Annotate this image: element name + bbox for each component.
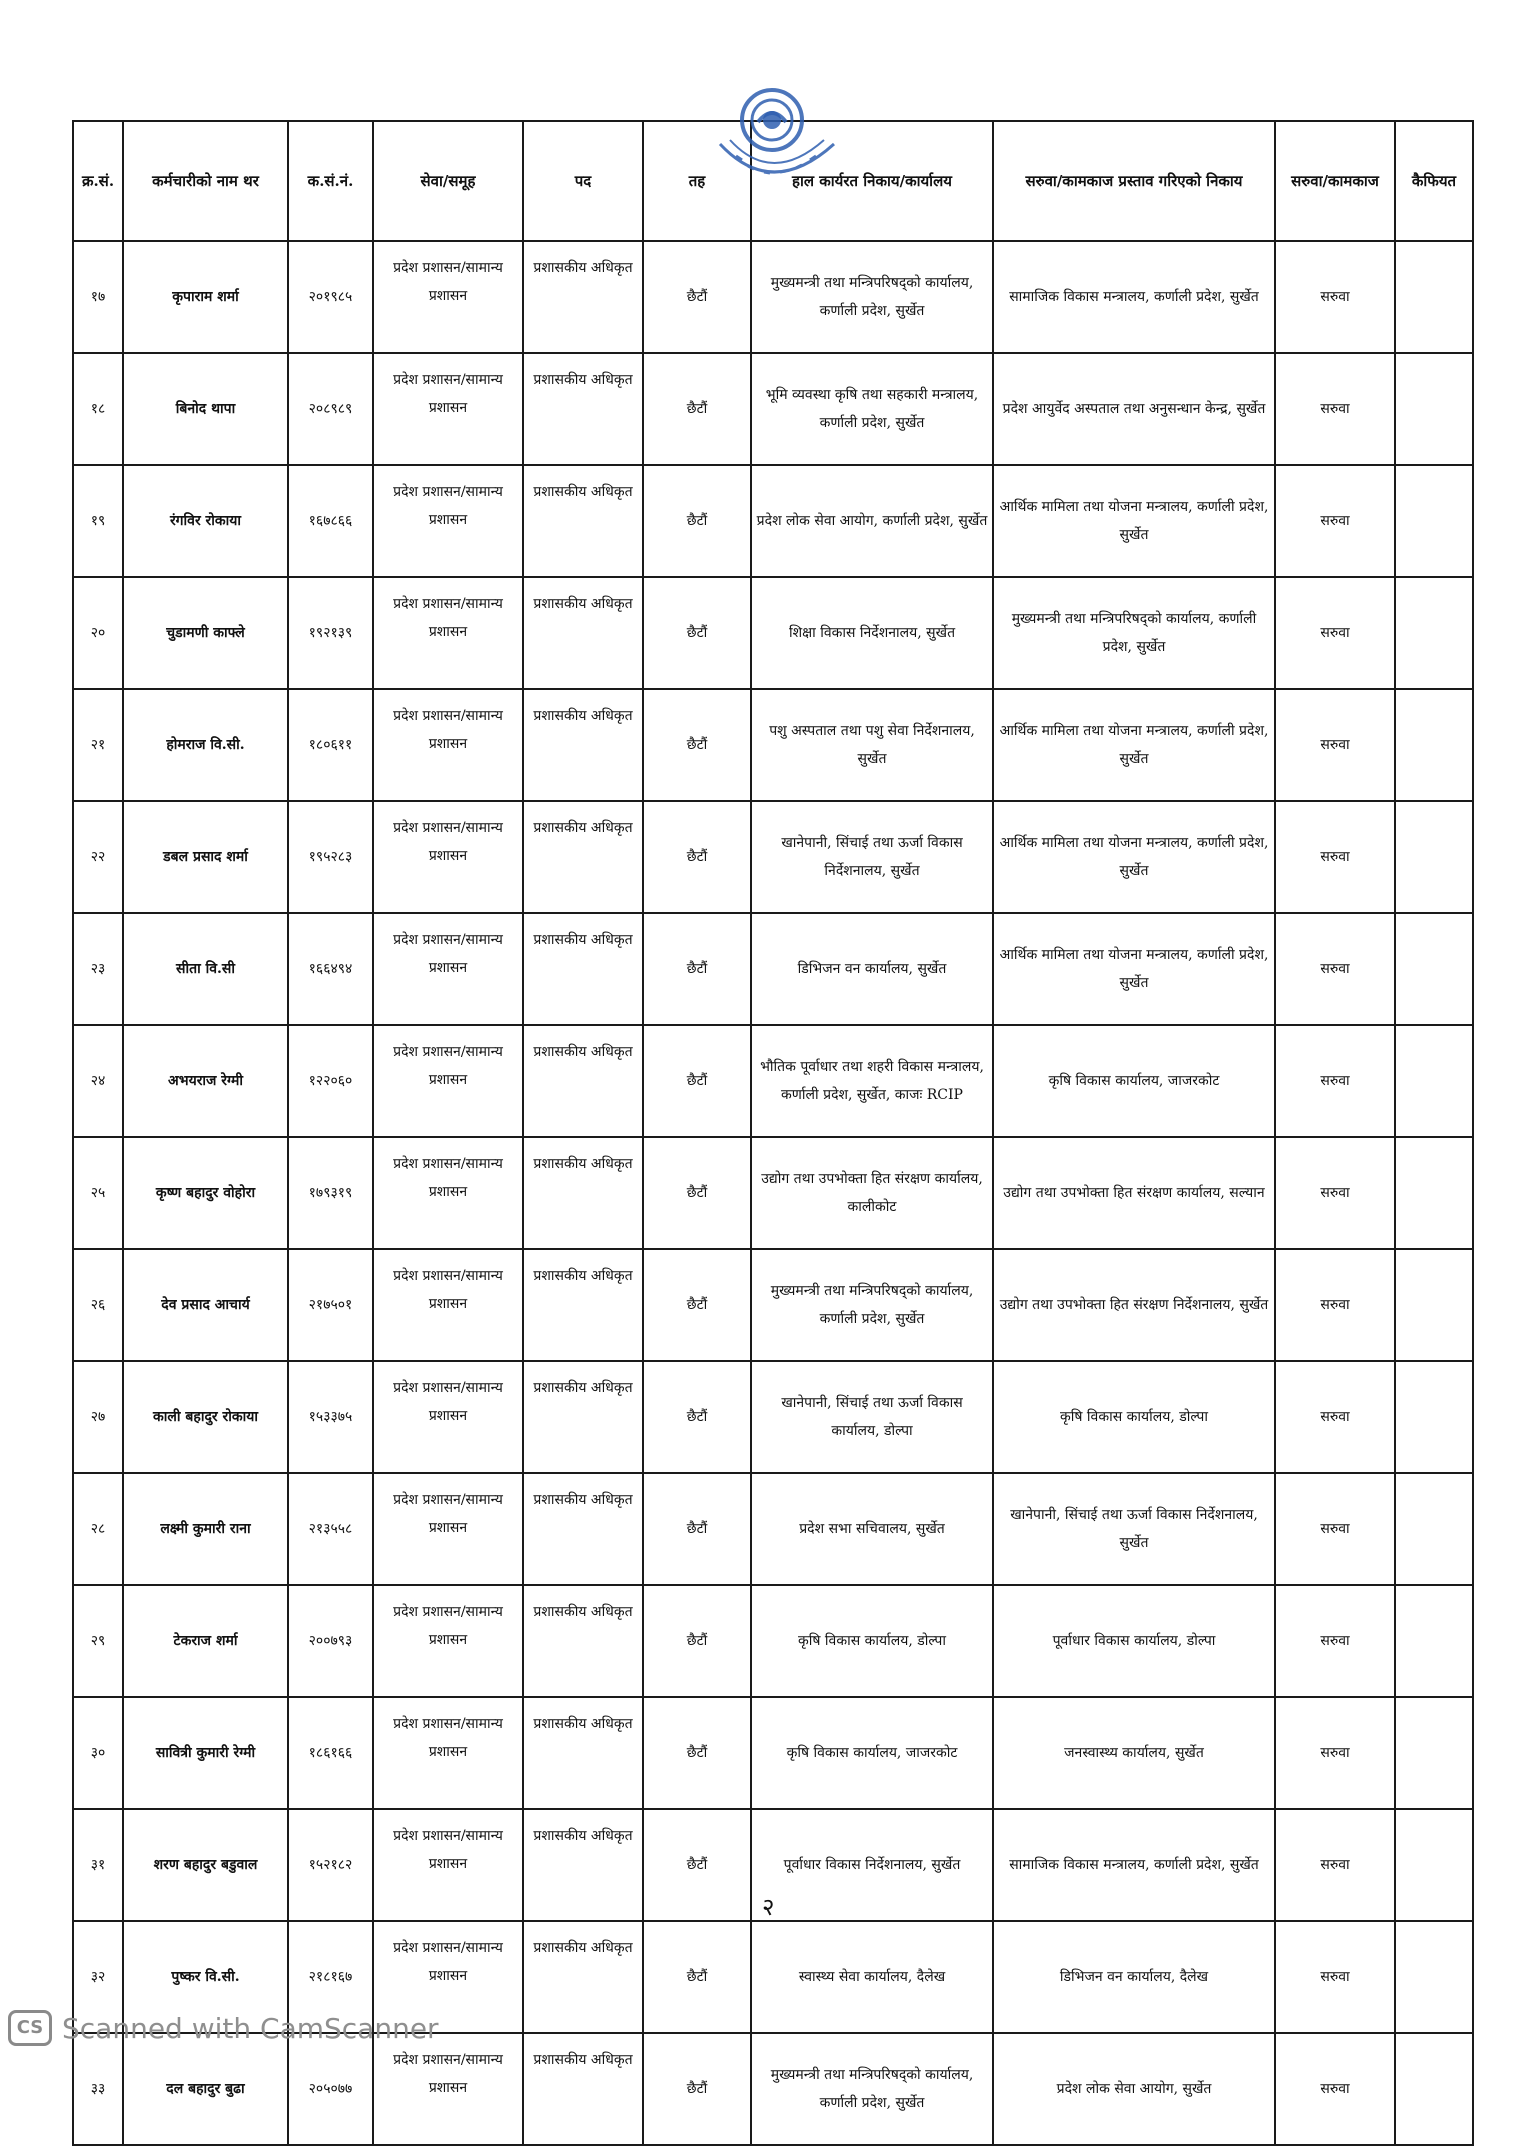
cell-service: प्रदेश प्रशासन/सामान्य प्रशासन xyxy=(373,1249,523,1361)
cell-post: प्रशासकीय अधिकृत xyxy=(523,1137,643,1249)
cell-sn: ३१ xyxy=(73,1809,123,1921)
cell-proposed-office: डिभिजन वन कार्यालय, दैलेख xyxy=(993,1921,1275,2033)
cell-name: टेकराज शर्मा xyxy=(123,1585,288,1697)
cell-sn: २७ xyxy=(73,1361,123,1473)
cell-remarks xyxy=(1395,801,1473,913)
cell-remarks xyxy=(1395,241,1473,353)
header-current-office: हाल कार्यरत निकाय/कार्यालय xyxy=(751,121,993,241)
cell-ksn: २१७५०१ xyxy=(288,1249,373,1361)
cell-current-office: खानेपानी, सिंचाई तथा ऊर्जा विकास कार्यालय, डोल्पा xyxy=(751,1361,993,1473)
cell-current-office: कृषि विकास कार्यालय, जाजरकोट xyxy=(751,1697,993,1809)
cell-post: प्रशासकीय अधिकृत xyxy=(523,1809,643,1921)
cell-ksn: २०५०७७ xyxy=(288,2033,373,2145)
cell-sn: २२ xyxy=(73,801,123,913)
header-sn: क्र.सं. xyxy=(73,121,123,241)
cell-post: प्रशासकीय अधिकृत xyxy=(523,1697,643,1809)
cell-proposed-office: पूर्वाधार विकास कार्यालय, डोल्पा xyxy=(993,1585,1275,1697)
cell-service: प्रदेश प्रशासन/सामान्य प्रशासन xyxy=(373,577,523,689)
cell-proposed-office: आर्थिक मामिला तथा योजना मन्त्रालय, कर्णाली प्रदेश, सुर्खेत xyxy=(993,801,1275,913)
cell-post: प्रशासकीय अधिकृत xyxy=(523,465,643,577)
cell-current-office: पशु अस्पताल तथा पशु सेवा निर्देशनालय, सुर्खेत xyxy=(751,689,993,801)
cell-sn: ३० xyxy=(73,1697,123,1809)
header-post: पद xyxy=(523,121,643,241)
table-row xyxy=(73,1697,1473,1809)
cell-post: प्रशासकीय अधिकृत xyxy=(523,577,643,689)
cell-level: छैटौं xyxy=(643,913,751,1025)
cell-ksn: १८६१६६ xyxy=(288,1697,373,1809)
cell-proposed-office: आर्थिक मामिला तथा योजना मन्त्रालय, कर्णाली प्रदेश, सुर्खेत xyxy=(993,465,1275,577)
header-remarks: कैफियत xyxy=(1395,121,1473,241)
cell-ksn: १९५२८३ xyxy=(288,801,373,913)
cell-service: प्रदेश प्रशासन/सामान्य प्रशासन xyxy=(373,801,523,913)
cell-sn: २४ xyxy=(73,1025,123,1137)
cell-level: छैटौं xyxy=(643,801,751,913)
cell-current-office: भूमि व्यवस्था कृषि तथा सहकारी मन्त्रालय, कर्णाली प्रदेश, सुर्खेत xyxy=(751,353,993,465)
cell-name: चुडामणी काफ्ले xyxy=(123,577,288,689)
cell-current-office: पूर्वाधार विकास निर्देशनालय, सुर्खेत xyxy=(751,1809,993,1921)
cell-level: छैटौं xyxy=(643,353,751,465)
cell-name: सावित्री कुमारी रेग्मी xyxy=(123,1697,288,1809)
cell-sn: २१ xyxy=(73,689,123,801)
cell-transfer-type: सरुवा xyxy=(1275,1809,1395,1921)
cell-name: शरण बहादुर बडुवाल xyxy=(123,1809,288,1921)
cell-ksn: १५३३७५ xyxy=(288,1361,373,1473)
cell-ksn: २०१९८५ xyxy=(288,241,373,353)
cell-current-office: भौतिक पूर्वाधार तथा शहरी विकास मन्त्रालय, कर्णाली प्रदेश, सुर्खेत, काजः RCIP xyxy=(751,1025,993,1137)
cell-level: छैटौं xyxy=(643,1697,751,1809)
cell-transfer-type: सरुवा xyxy=(1275,577,1395,689)
header-proposed-office: सरुवा/कामकाज प्रस्ताव गरिएको निकाय xyxy=(993,121,1275,241)
page-number: २ xyxy=(762,1893,775,1921)
cell-level: छैटौं xyxy=(643,1249,751,1361)
cell-remarks xyxy=(1395,353,1473,465)
cell-level: छैटौं xyxy=(643,1809,751,1921)
cell-sn: १८ xyxy=(73,353,123,465)
cell-name: कृष्ण बहादुर वोहोरा xyxy=(123,1137,288,1249)
camscanner-logo-icon: CS xyxy=(8,2010,52,2046)
cell-proposed-office: सामाजिक विकास मन्त्रालय, कर्णाली प्रदेश, सुर्खेत xyxy=(993,1809,1275,1921)
cell-sn: ३३ xyxy=(73,2033,123,2145)
cell-proposed-office: उद्योग तथा उपभोक्ता हित संरक्षण निर्देशनालय, सुर्खेत xyxy=(993,1249,1275,1361)
cell-proposed-office: कृषि विकास कार्यालय, जाजरकोट xyxy=(993,1025,1275,1137)
cell-remarks xyxy=(1395,1809,1473,1921)
cell-ksn: २०८९८९ xyxy=(288,353,373,465)
cell-name: लक्ष्मी कुमारी राना xyxy=(123,1473,288,1585)
cell-ksn: १९२१३९ xyxy=(288,577,373,689)
cell-post: प्रशासकीय अधिकृत xyxy=(523,1361,643,1473)
cell-service: प्रदेश प्रशासन/सामान्य प्रशासन xyxy=(373,465,523,577)
cell-post: प्रशासकीय अधिकृत xyxy=(523,1473,643,1585)
cell-post: प्रशासकीय अधिकृत xyxy=(523,1921,643,2033)
cell-level: छैटौं xyxy=(643,1921,751,2033)
cell-service: प्रदेश प्रशासन/सामान्य प्रशासन xyxy=(373,241,523,353)
cell-name: देव प्रसाद आचार्य xyxy=(123,1249,288,1361)
cell-remarks xyxy=(1395,1361,1473,1473)
cell-service: प्रदेश प्रशासन/सामान्य प्रशासन xyxy=(373,1921,523,2033)
cell-post: प्रशासकीय अधिकृत xyxy=(523,241,643,353)
cell-service: प्रदेश प्रशासन/सामान्य प्रशासन xyxy=(373,1137,523,1249)
cell-level: छैटौं xyxy=(643,577,751,689)
cell-level: छैटौं xyxy=(643,1585,751,1697)
cell-ksn: १६७८६६ xyxy=(288,465,373,577)
cell-name: दल बहादुर बुढा xyxy=(123,2033,288,2145)
cell-service: प्रदेश प्रशासन/सामान्य प्रशासन xyxy=(373,1585,523,1697)
header-transfer-type: सरुवा/कामकाज xyxy=(1275,121,1395,241)
cell-post: प्रशासकीय अधिकृत xyxy=(523,353,643,465)
cell-service: प्रदेश प्रशासन/सामान्य प्रशासन xyxy=(373,1361,523,1473)
cell-ksn: १२२०६० xyxy=(288,1025,373,1137)
camscanner-watermark-text: Scanned with CamScanner xyxy=(62,2012,439,2045)
table-row xyxy=(73,577,1473,689)
cell-ksn: १५२१८२ xyxy=(288,1809,373,1921)
cell-proposed-office: खानेपानी, सिंचाई तथा ऊर्जा विकास निर्देशनालय, सुर्खेत xyxy=(993,1473,1275,1585)
cell-current-office: शिक्षा विकास निर्देशनालय, सुर्खेत xyxy=(751,577,993,689)
cell-ksn: २१३५५८ xyxy=(288,1473,373,1585)
cell-level: छैटौं xyxy=(643,1361,751,1473)
transfer-table xyxy=(72,120,1474,2146)
cell-transfer-type: सरुवा xyxy=(1275,1921,1395,2033)
cell-transfer-type: सरुवा xyxy=(1275,353,1395,465)
cell-transfer-type: सरुवा xyxy=(1275,2033,1395,2145)
cell-remarks xyxy=(1395,465,1473,577)
cell-post: प्रशासकीय अधिकृत xyxy=(523,689,643,801)
cell-name: बिनोद थापा xyxy=(123,353,288,465)
table-row xyxy=(73,1137,1473,1249)
cell-remarks xyxy=(1395,1025,1473,1137)
cell-transfer-type: सरुवा xyxy=(1275,689,1395,801)
cell-current-office: खानेपानी, सिंचाई तथा ऊर्जा विकास निर्देशनालय, सुर्खेत xyxy=(751,801,993,913)
cell-post: प्रशासकीय अधिकृत xyxy=(523,2033,643,2145)
cell-ksn: २००७९३ xyxy=(288,1585,373,1697)
header-row xyxy=(73,121,1473,241)
table-row xyxy=(73,1249,1473,1361)
cell-ksn: २१८१६७ xyxy=(288,1921,373,2033)
cell-name: कृपाराम शर्मा xyxy=(123,241,288,353)
cell-sn: १९ xyxy=(73,465,123,577)
cell-service: प्रदेश प्रशासन/सामान्य प्रशासन xyxy=(373,1473,523,1585)
cell-post: प्रशासकीय अधिकृत xyxy=(523,913,643,1025)
cell-remarks xyxy=(1395,1137,1473,1249)
cell-post: प्रशासकीय अधिकृत xyxy=(523,1025,643,1137)
table-row xyxy=(73,353,1473,465)
cell-transfer-type: सरुवा xyxy=(1275,465,1395,577)
table-row xyxy=(73,1361,1473,1473)
cell-sn: २० xyxy=(73,577,123,689)
cell-proposed-office: जनस्वास्थ्य कार्यालय, सुर्खेत xyxy=(993,1697,1275,1809)
cell-service: प्रदेश प्रशासन/सामान्य प्रशासन xyxy=(373,1025,523,1137)
cell-ksn: १८०६११ xyxy=(288,689,373,801)
header-level: तह xyxy=(643,121,751,241)
cell-transfer-type: सरुवा xyxy=(1275,1473,1395,1585)
cell-name: अभयराज रेग्मी xyxy=(123,1025,288,1137)
cell-post: प्रशासकीय अधिकृत xyxy=(523,801,643,913)
cell-current-office: मुख्यमन्त्री तथा मन्त्रिपरिषद्को कार्यालय, कर्णाली प्रदेश, सुर्खेत xyxy=(751,2033,993,2145)
cell-sn: २५ xyxy=(73,1137,123,1249)
cell-transfer-type: सरुवा xyxy=(1275,1697,1395,1809)
cell-remarks xyxy=(1395,1585,1473,1697)
cell-remarks xyxy=(1395,1921,1473,2033)
cell-remarks xyxy=(1395,577,1473,689)
cell-remarks xyxy=(1395,2033,1473,2145)
table-row xyxy=(73,913,1473,1025)
cell-service: प्रदेश प्रशासन/सामान्य प्रशासन xyxy=(373,2033,523,2145)
cell-transfer-type: सरुवा xyxy=(1275,1361,1395,1473)
header-ksn: क.सं.नं. xyxy=(288,121,373,241)
cell-current-office: उद्योग तथा उपभोक्ता हित संरक्षण कार्यालय, कालीकोट xyxy=(751,1137,993,1249)
cell-proposed-office: उद्योग तथा उपभोक्ता हित संरक्षण कार्यालय, सल्यान xyxy=(993,1137,1275,1249)
cell-current-office: प्रदेश लोक सेवा आयोग, कर्णाली प्रदेश, सुर्खेत xyxy=(751,465,993,577)
cell-current-office: मुख्यमन्त्री तथा मन्त्रिपरिषद्को कार्यालय, कर्णाली प्रदेश, सुर्खेत xyxy=(751,241,993,353)
cell-ksn: १६६४९४ xyxy=(288,913,373,1025)
cell-post: प्रशासकीय अधिकृत xyxy=(523,1249,643,1361)
cell-remarks xyxy=(1395,1473,1473,1585)
cell-proposed-office: सामाजिक विकास मन्त्रालय, कर्णाली प्रदेश, सुर्खेत xyxy=(993,241,1275,353)
cell-sn: ३२ xyxy=(73,1921,123,2033)
cell-sn: २३ xyxy=(73,913,123,1025)
cell-transfer-type: सरुवा xyxy=(1275,913,1395,1025)
cell-proposed-office: प्रदेश लोक सेवा आयोग, सुर्खेत xyxy=(993,2033,1275,2145)
cell-level: छैटौं xyxy=(643,689,751,801)
cell-ksn: १७९३१९ xyxy=(288,1137,373,1249)
cell-service: प्रदेश प्रशासन/सामान्य प्रशासन xyxy=(373,1809,523,1921)
cell-sn: २६ xyxy=(73,1249,123,1361)
cell-level: छैटौं xyxy=(643,2033,751,2145)
cell-level: छैटौं xyxy=(643,1025,751,1137)
cell-sn: २९ xyxy=(73,1585,123,1697)
cell-remarks xyxy=(1395,1249,1473,1361)
table-row xyxy=(73,465,1473,577)
cell-name: डबल प्रसाद शर्मा xyxy=(123,801,288,913)
cell-remarks xyxy=(1395,913,1473,1025)
table-row xyxy=(73,241,1473,353)
cell-name: रंगविर रोकाया xyxy=(123,465,288,577)
cell-level: छैटौं xyxy=(643,465,751,577)
cell-sn: १७ xyxy=(73,241,123,353)
cell-name: पुष्कर वि.सी. xyxy=(123,1921,288,2033)
cell-level: छैटौं xyxy=(643,1473,751,1585)
cell-transfer-type: सरुवा xyxy=(1275,1137,1395,1249)
cell-proposed-office: प्रदेश आयुर्वेद अस्पताल तथा अनुसन्धान केन्द्र, सुर्खेत xyxy=(993,353,1275,465)
cell-name: काली बहादुर रोकाया xyxy=(123,1361,288,1473)
cell-current-office: डिभिजन वन कार्यालय, सुर्खेत xyxy=(751,913,993,1025)
cell-service: प्रदेश प्रशासन/सामान्य प्रशासन xyxy=(373,353,523,465)
cell-level: छैटौं xyxy=(643,241,751,353)
cell-proposed-office: मुख्यमन्त्री तथा मन्त्रिपरिषद्को कार्यालय, कर्णाली प्रदेश, सुर्खेत xyxy=(993,577,1275,689)
table-row xyxy=(73,801,1473,913)
header-service: सेवा/समूह xyxy=(373,121,523,241)
cell-current-office: स्वास्थ्य सेवा कार्यालय, दैलेख xyxy=(751,1921,993,2033)
cell-transfer-type: सरुवा xyxy=(1275,1585,1395,1697)
cell-current-office: प्रदेश सभा सचिवालय, सुर्खेत xyxy=(751,1473,993,1585)
table-row xyxy=(73,1473,1473,1585)
cell-current-office: मुख्यमन्त्री तथा मन्त्रिपरिषद्को कार्यालय, कर्णाली प्रदेश, सुर्खेत xyxy=(751,1249,993,1361)
cell-sn: २८ xyxy=(73,1473,123,1585)
table-body xyxy=(73,241,1473,2145)
cell-service: प्रदेश प्रशासन/सामान्य प्रशासन xyxy=(373,1697,523,1809)
cell-transfer-type: सरुवा xyxy=(1275,801,1395,913)
table-row xyxy=(73,1025,1473,1137)
cell-remarks xyxy=(1395,689,1473,801)
table-row xyxy=(73,689,1473,801)
cell-service: प्रदेश प्रशासन/सामान्य प्रशासन xyxy=(373,913,523,1025)
cell-level: छैटौं xyxy=(643,1137,751,1249)
cell-proposed-office: कृषि विकास कार्यालय, डोल्पा xyxy=(993,1361,1275,1473)
cell-remarks xyxy=(1395,1697,1473,1809)
table-row xyxy=(73,1585,1473,1697)
cell-proposed-office: आर्थिक मामिला तथा योजना मन्त्रालय, कर्णाली प्रदेश, सुर्खेत xyxy=(993,689,1275,801)
cell-proposed-office: आर्थिक मामिला तथा योजना मन्त्रालय, कर्णाली प्रदेश, सुर्खेत xyxy=(993,913,1275,1025)
header-name: कर्मचारीको नाम थर xyxy=(123,121,288,241)
cell-current-office: कृषि विकास कार्यालय, डोल्पा xyxy=(751,1585,993,1697)
cell-name: सीता वि.सी xyxy=(123,913,288,1025)
cell-transfer-type: सरुवा xyxy=(1275,1249,1395,1361)
cell-post: प्रशासकीय अधिकृत xyxy=(523,1585,643,1697)
cell-service: प्रदेश प्रशासन/सामान्य प्रशासन xyxy=(373,689,523,801)
cell-transfer-type: सरुवा xyxy=(1275,1025,1395,1137)
cell-name: होमराज वि.सी. xyxy=(123,689,288,801)
table-row xyxy=(73,2033,1473,2145)
cell-transfer-type: सरुवा xyxy=(1275,241,1395,353)
